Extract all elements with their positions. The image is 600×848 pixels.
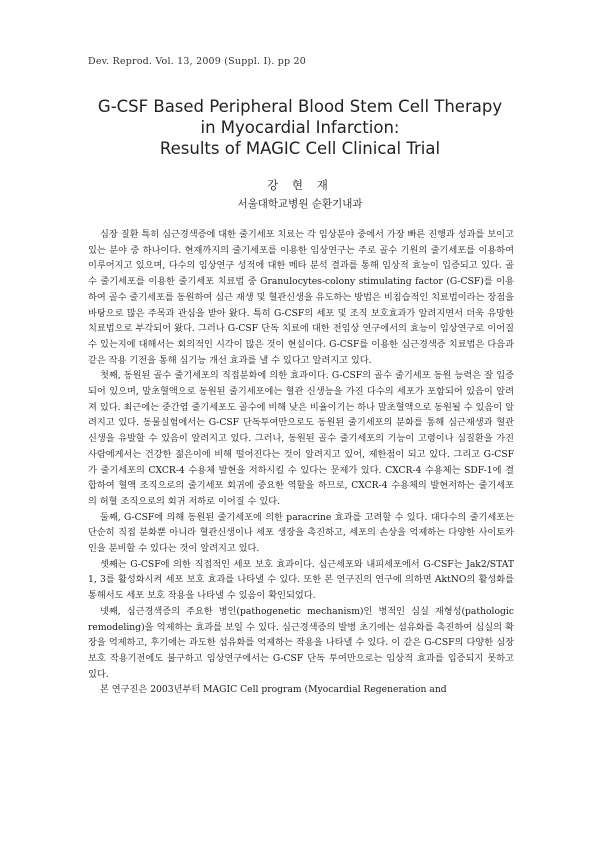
paragraph-intro: 심장 질환 특히 심근경색증에 대한 줄기세포 치료는 각 임상분야 중에서 가장 빠른 진행과 성과를 보이고 있는 분야 중 하나이다. 현재까지의 줄기세포를 이용한 임상연구는 주로 골수 기원의 줄기세포를 이용하여 이루어지고 있으며, 다수의 임상연구 성적에 대한 메타 분석 결과를 통해 임상적 효능이 입증되고 있다. 골수 줄기세포를 이용한 줄기세포 치료법 중 Granulocytes-colony stimulating factor (G-CSF)를 이용하여 골수 줄기세포를 동원하여 심근 재생 및 혈관신생을 유도하는 방법은 비침습적인 치료법이라는 장점을 바탕으로 많은 주목과 관심을 받아 왔다. 특히 G-CSF의 세포 및 조직 보호효과가 알려지면서 더욱 유망한 치료법으로 부각되어 왔다. 그러나 G-CSF 단독 치료에 대한 전임상 연구에서의 효능이 임상연구로 이어질 수 있는지에 대해서는 회의적인 시각이 많은 것이 현실이다. G-CSF를 이용한 심근경색증 치료법은 다음과 같은 작용 기전을 통해 심기능 개선 효과를 낼 수 있다고 알려지고 있다. <box>88 229 514 366</box>
title-line-3: Results of MAGIC Cell Clinical Trial <box>159 139 441 158</box>
journal-header: Dev. Reprod. Vol. 13, 2009 (Suppl. I). pp 20 <box>88 56 307 67</box>
paragraph-fifth: 본 연구진은 2003년부터 MAGIC Cell program (Myocardial Regeneration and <box>100 684 447 696</box>
paper-title <box>60 96 540 159</box>
paragraph-second: 둘째, G-CSF에 의해 동원된 줄기세포에 의한 paracrine 효과를 고려할 수 있다. 대다수의 줄기세포는 단순히 직접 분화뿐 아니라 혈관신생이나 세포 생장을 촉진하고, 세포의 손상을 억제하는 다양한 사이토카인을 분비할 수 있다는 것이 알려지고 있다. <box>88 511 514 555</box>
paragraph-first: 첫째, 동원된 골수 줄기세포의 직접분화에 의한 효과이다. G-CSF의 골수 줄기세포 동원 능력은 잘 입증되어 있으며, 말초혈액으로 동원된 줄기세포에는 혈관 신생능을 가진 다수의 세포가 포함되어 있음이 알려져 있다. 최근에는 중간엽 줄기세포도 골수에 비해 낮은 비율이기는 하나 말초혈액으로 동원될 수 있음이 알려지고 있다. 동물실험에서는 G-CSF 단독투여만으로도 동원된 줄기세포의 분화를 통해 심근재생과 혈관신생을 유발할 수 있음이 알려지고 있다. 그러나, 동원된 골수 줄기세포의 기능이 고령이나 심질환을 가진 사람에게서는 건강한 젊은이에 비해 떨어진다는 것이 알려지고 있어, 제한점이 되고 있다. 그리고 G-CSF가 줄기세포의 CXCR-4 수용체 발현을 저하시킬 수 있다는 문제가 있다. CXCR-4 수용체는 SDF-1에 결합하여 혈액 조직으로의 줄기세포 회귀에 중요한 역할을 하므로, CXCR-4 수용체의 발현저하는 줄기세포의 허혈 조직으로의 회귀 저하로 이어질 수 있다. <box>88 370 514 507</box>
paragraph-third: 셋째는 G-CSF에 의한 직접적인 세포 보호 효과이다. 심근세포와 내피세포에서 G-CSF는 Jak2/STAT 1, 3를 활성화시켜 세포 보호 효과를 나타낼 수 있다. 또한 본 연구진의 연구에 의하면 AktNO의 활성화를 통해서도 세포 보호 작용을 나타낼 수 있음이 확인되었다. <box>88 558 514 602</box>
title-line-2: in Myocardial Infarction: <box>200 118 400 137</box>
paragraph-fourth: 넷째, 심근경색증의 주요한 병인(pathogenetic mechanism)인 병적인 심실 재형성(pathologic remodeling)을 억제하는 효과를 보일 수 있다. 심근경색증의 발병 초기에는 섬유화를 촉진하여 심실의 확장을 억제하고, 후기에는 과도한 섬유화를 억제하는 작용을 나타낼 수 있다. 이 같은 G-CSF의 다양한 심장 보호 작용기전에도 불구하고 임상연구에서는 G-CSF 단독 투여만으로는 임상적 효과를 입증되지 못하고 있다. <box>88 605 514 680</box>
author-affiliation: 서울대학교병원 순환기내과 <box>237 198 363 210</box>
author-name: 강 현 재 <box>267 178 333 192</box>
body-text <box>88 227 514 698</box>
title-line-1: G-CSF Based Peripheral Blood Stem Cell Therapy <box>97 97 503 116</box>
